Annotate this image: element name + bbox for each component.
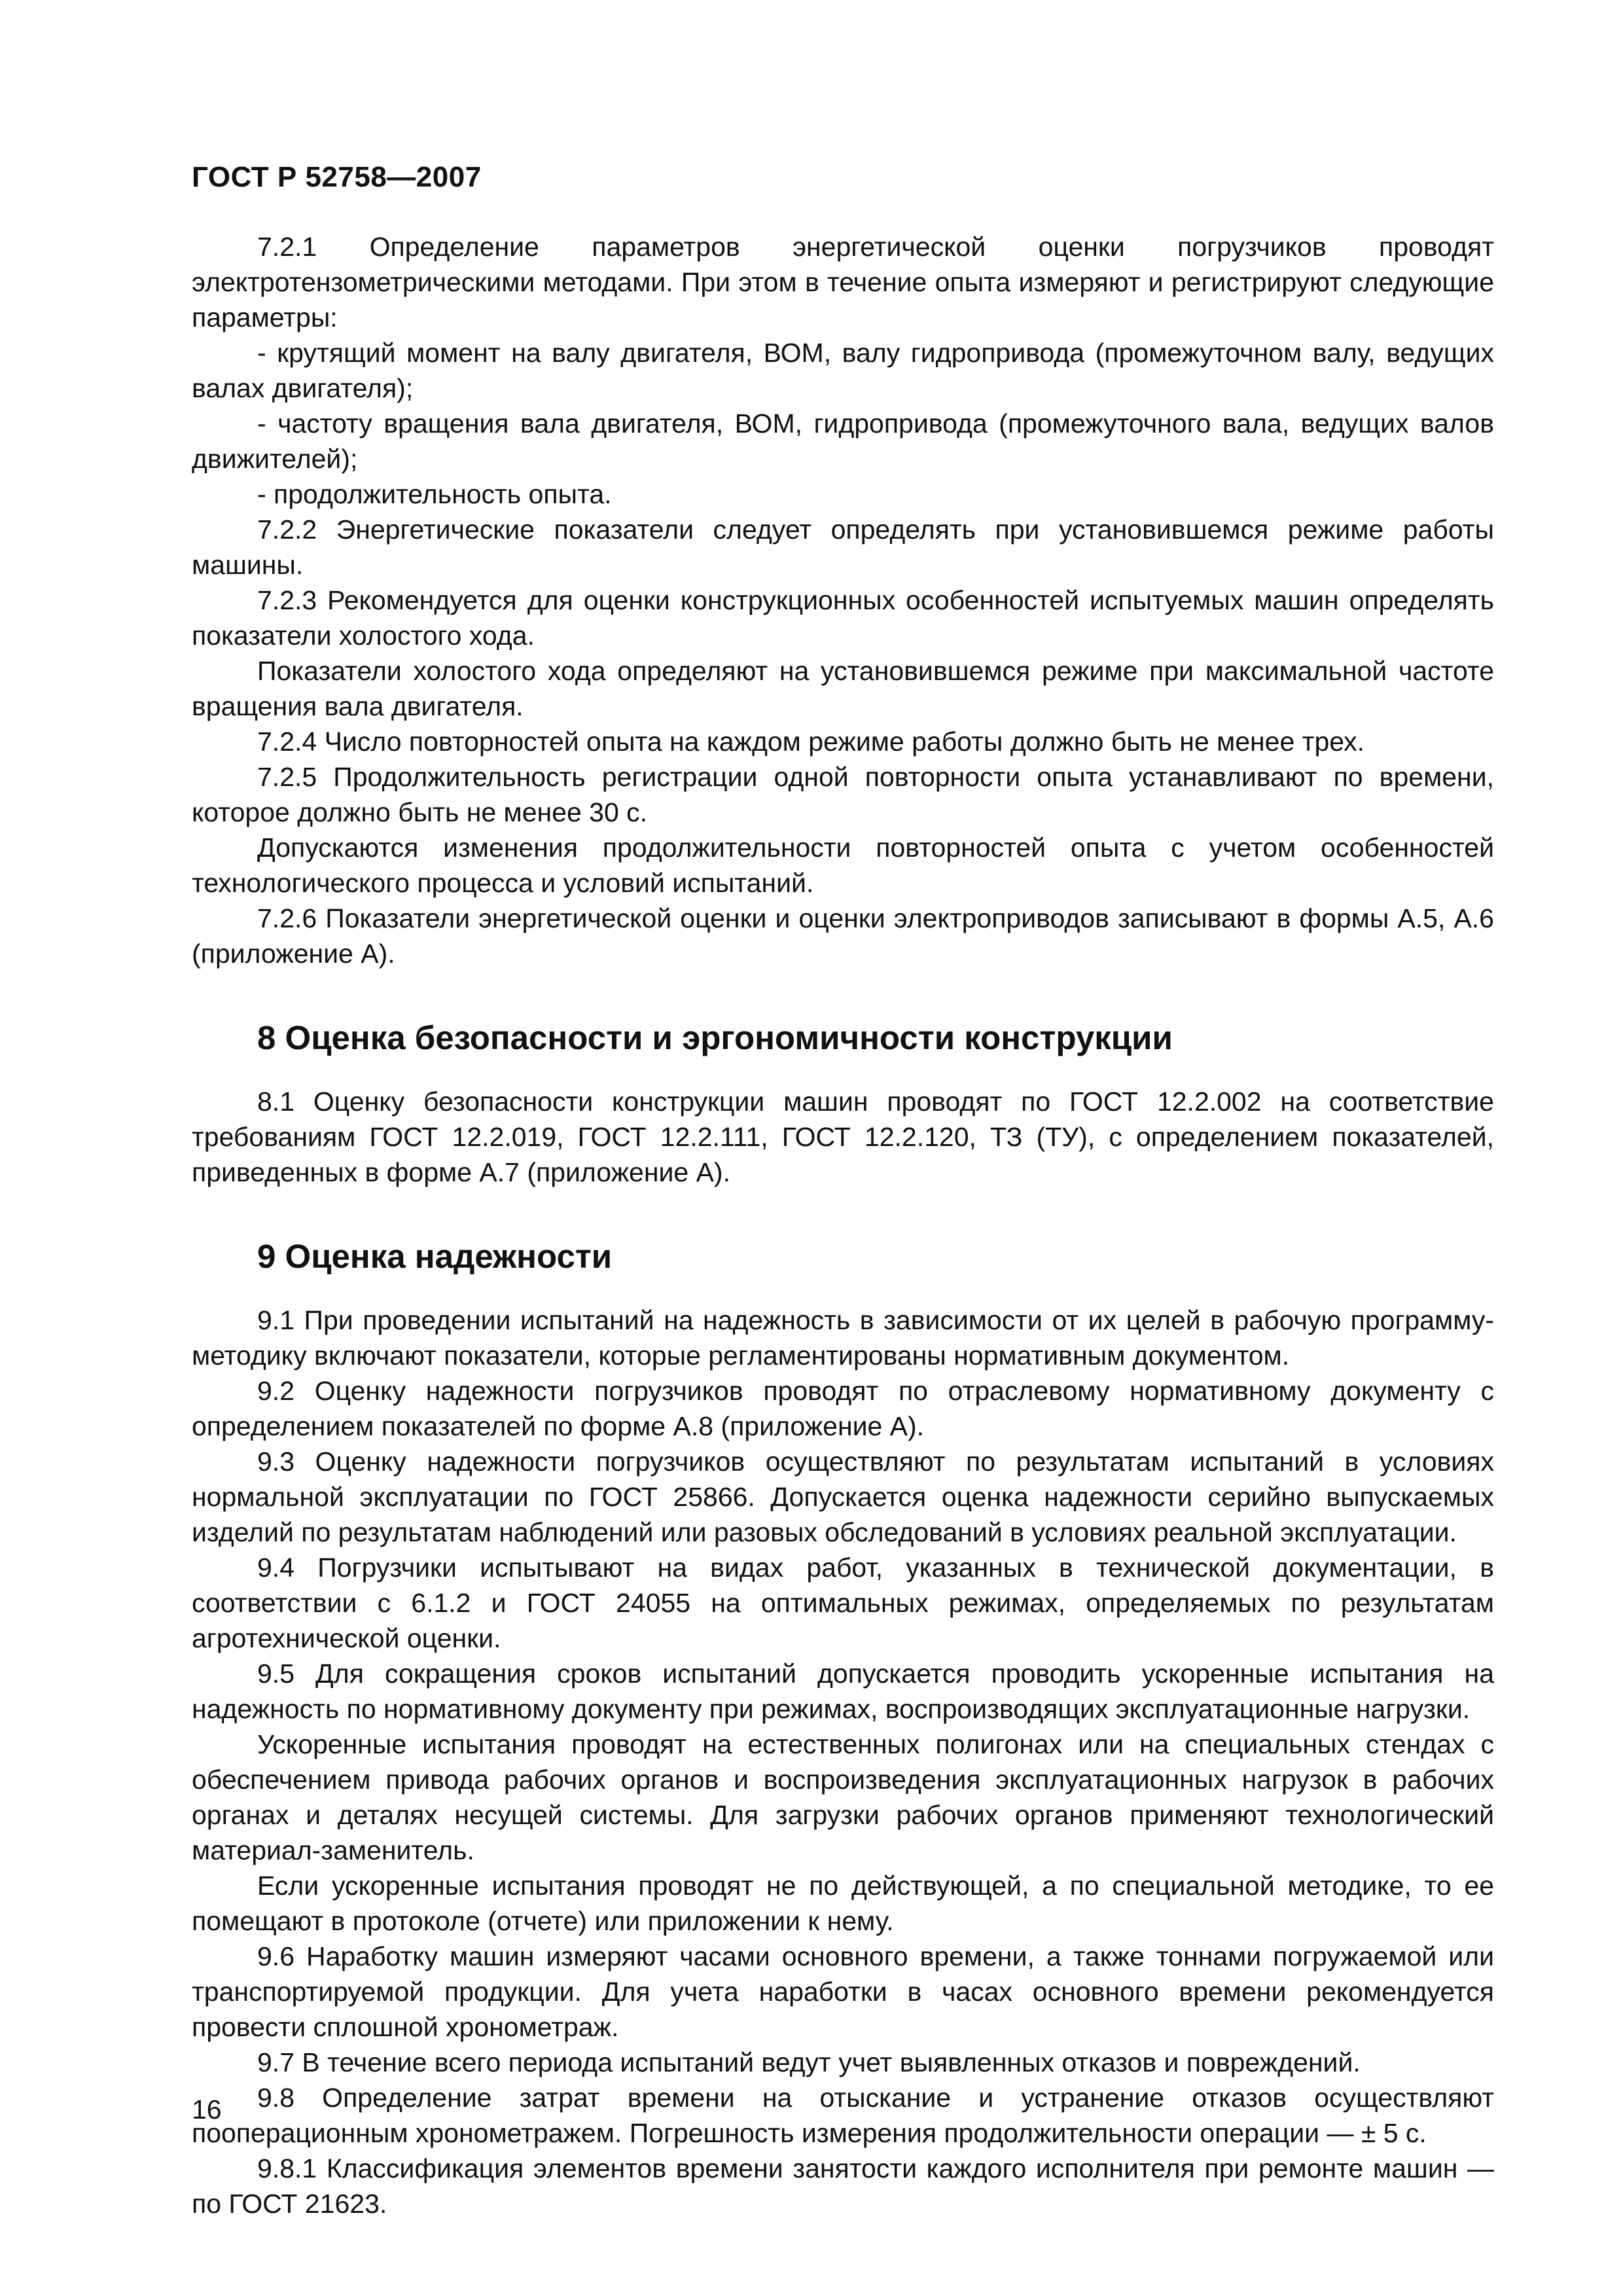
paragraph-idle-indicators: Показатели холостого хода определяют на установившемся режиме при максимальной частоте вращения вала двигателя. [192,656,1494,721]
paragraph-9-7: 9.7 В течение всего периода испытаний ведут учет выявленных отказов и повреждений. [257,2047,1361,2077]
paragraph-7-2-4: 7.2.4 Число повторностей опыта на каждом режиме работы должно быть не менее трех. [257,726,1365,757]
section-heading-9: 9 Оценка надежности [257,1238,613,1275]
paragraph-duration-changes: Допускаются изменения продолжительности повторностей опыта с учетом особенностей технологического процесса и условий испытаний. [192,833,1494,898]
document-header: ГОСТ Р 52758—2007 [192,161,482,193]
paragraph-7-2-3: 7.2.3 Рекомендуется для оценки конструкционных особенностей испытуемых машин определять показатели холостого хода. [192,585,1494,651]
paragraph-9-1: 9.1 При проведении испытаний на надежность в зависимости от их целей в рабочую программу-методику включают показатели, которые регламентированы нормативным документом. [192,1305,1494,1371]
paragraph-7-2-6: 7.2.6 Показатели энергетической оценки и оценки электроприводов записывают в формы А.5, А.6 (приложение А). [192,903,1494,969]
page-number: 16 [192,2094,222,2125]
paragraph-accelerated-tests: Ускоренные испытания проводят на естественных полигонах или на специальных стендах с обеспечением привода рабочих органов и воспроизведения эксплуатационных нагрузок в рабочих органах и деталях несущей системы. Для загрузки рабочих органов применяют технологический материал-заменитель. [192,1729,1494,1865]
section-heading-8: 8 Оценка безопасности и эргономичности конструкции [257,1019,1173,1056]
paragraph-7-2-5: 7.2.5 Продолжительность регистрации одной повторности опыта устанавливают по времени, которое должно быть не менее 30 с. [192,762,1494,827]
paragraph-9-4: 9.4 Погрузчики испытывают на видах работ, указанных в технической документации, в соответствии с 6.1.2 и ГОСТ 24055 на оптимальных режимах, определяемых по результатам агротехнической оценки. [192,1552,1494,1653]
paragraph-8-1: 8.1 Оценку безопасности конструкции машин проводят по ГОСТ 12.2.002 на соответствие требованиям ГОСТ 12.2.019, ГОСТ 12.2.111, ГОСТ 12.2.120, ТЗ (ТУ), с определением показателей, приведенных в форме А.7 (приложение А). [192,1086,1494,1187]
list-item-duration: - продолжительность опыта. [257,479,612,509]
list-item-torque: - крутящий момент на валу двигателя, ВОМ, валу гидропривода (промежуточном валу, ведущих валах двигателя); [192,338,1494,403]
paragraph-7-2-2: 7.2.2 Энергетические показатели следует определять при установившемся режиме работы машины. [192,514,1494,580]
document-body [192,229,1494,2221]
paragraph-7-2-1: 7.2.1 Определение параметров энергетической оценки погрузчиков проводят электротензометрическими методами. При этом в течение опыта измеряют и регистрируют следующие параметры: [192,232,1494,332]
paragraph-9-5: 9.5 Для сокращения сроков испытаний допускается проводить ускоренные испытания на надежность по нормативному документу при режимах, воспроизводящих эксплуатационные нагрузки. [192,1659,1494,1724]
paragraph-9-2: 9.2 Оценку надежности погрузчиков проводят по отраслевому нормативному документу с определением показателей по форме А.8 (приложение А). [192,1376,1494,1441]
paragraph-9-8: 9.8 Определение затрат времени на отыскание и устранение отказов осуществляют пооперационным хронометражем. Погрешность измерения продолжительности операции — ± 5 с. [192,2083,1494,2148]
paragraph-9-8-1: 9.8.1 Классификация элементов времени занятости каждого исполнителя при ремонте машин — по ГОСТ 21623. [192,2153,1494,2219]
paragraph-9-6: 9.6 Наработку машин измеряют часами основного времени, а также тоннами погружаемой или транспортируемой продукции. Для учета наработки в часах основного времени рекомендуется провести сплошной хронометраж. [192,1941,1494,2042]
paragraph-special-method: Если ускоренные испытания проводят не по действующей, а по специальной методике, то ее помещают в протоколе (отчете) или приложении к нему. [192,1871,1494,1936]
paragraph-9-3: 9.3 Оценку надежности погрузчиков осуществляют по результатам испытаний в условиях нормальной эксплуатации по ГОСТ 25866. Допускается оценка надежности серийно выпускаемых изделий по результатам наблюдений или разовых обследований в условиях реальной эксплуатации. [192,1446,1494,1547]
list-item-rotation-frequency: - частоту вращения вала двигателя, ВОМ, гидропривода (промежуточного вала, ведущих валов движителей); [192,408,1494,474]
